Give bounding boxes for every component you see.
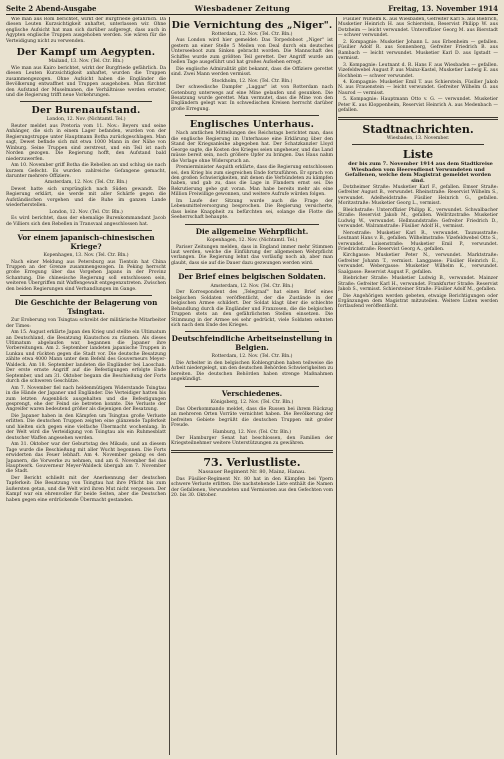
article-text: Die englische Admiralität gibt bekannt, dass die Offiziere gerettet sind. Zwei Mann werden vermisst. <box>171 66 333 78</box>
masthead <box>6 3 498 14</box>
casualty-list-subtitle: Nassauer Regiment Nr. 80, Mainz, Hanau. <box>198 468 306 475</box>
dateline: London, 12. Nov. (Tel. Ctr. Bln.) <box>49 209 123 215</box>
newspaper-title: Wiesbadener Zeitung <box>194 4 291 13</box>
article-text: Pariser Zeitungen melden, dass in England immer mehr Stimmen laut werden, welche die Einführung der allgemeinen Wehrpflicht verlangen. Die Regierung lehnt das vorläufig noch ab, aber man glaubt, dass sie auf die Dauer dazu gezwungen werden wird. <box>171 244 333 266</box>
headline-egypt: Der Kampf um Aegypten. <box>16 47 156 59</box>
article-separator <box>185 331 319 332</box>
masthead-rule <box>6 14 498 15</box>
headline-tsingtau: Die Geschichte der Belagerung von Tsingtau. <box>14 298 158 316</box>
dateline: Königsberg, 12. Nov. (Tel. Ctr. Bln.) <box>210 400 294 406</box>
column-3 <box>338 17 498 755</box>
article-text: Der Hamburger Senat hat beschlossen, den Familien der Kriegsteilnehmer weitere Unterstützungen zu gewähren. <box>171 435 333 447</box>
casualty-entry: Kirchgasse: Musketier Peter N., verwundet. Marktstraße: Gefreiter Johann T., vermisst. Langgasse: Füsilier Heinrich E., verwundet. Webergasse: Musketier Wilhelm K., verwundet. Saalgasse: Reservist August F., gefallen. <box>338 253 498 275</box>
article-text: Am 10. November griff Botha die Rebellen an und schlug sie nach kurzem Gefecht. Es wurden zahlreiche Gefangene gemacht, darunter mehrere Offiziere. <box>6 163 166 179</box>
article-text: Reuter meldet aus Pretoria vom 11. Nov.: Beyers und seine Anhänger, die sich in einem Lager befanden, wurden von der Regierungstruppe unter Hauptmann Botha zurückgeschlagen. Man sagt, Dewet befinde sich mit etwa 1000 Mann in der Nähe von Winburg. Seine Truppen sind zerstreut, und ein Teil ist nach Norden gezogen. Die Regierung hofft, den Aufstand bald niederzuwerfen. <box>6 123 166 162</box>
article-separator <box>185 269 319 270</box>
casualty-entry: 3. Kompagnie: Leutnant d. R. Hans F. aus Wiesbaden — gefallen. Vizefeldwebel August P. aus Mainz-Kastel, Musketier Ludwig E. aus Hochheim — schwer verwundet. <box>338 62 498 79</box>
headline-niger: Die Vernichtung des „Niger". <box>171 20 333 31</box>
article-text: Das Füsilier-Regiment Nr. 80 hat in den Kämpfen bei Ypern schwere Verluste erlitten. Die nachstehende Liste enthält die Namen der Gefallenen, Verwundeten und Vermissten aus den Gefechten vom 20. bis 30. Oktober. <box>171 476 333 499</box>
casualty-entry: 5. Kompagnie: Hauptmann Otto v. G. — verwundet. Musketier Peter K. aus Kloppenheim, Reservist Heinrich A. aus Medenbach — gefallen. <box>338 97 498 114</box>
article-separator <box>185 115 319 116</box>
dateline: Hamburg, 12. Nov. (Tel. Ctr. Bln.) <box>212 429 292 435</box>
headline-miscellaneous: Verschiedenes. <box>221 388 283 398</box>
dateline: Amsterdam, 12. Nov. (Tel. Ctr. Bln.) <box>44 180 128 186</box>
casualty-entry: Füsilier Wilhelm K. aus Wiesbaden, Gefreiter Karl S. aus Biebrich, Musketier Heinrich H. aus Schierstein, Reservist Philipp W. aus Dotzheim — leicht verwundet. Unteroffizier Georg M. aus Bierstadt — schwer verwundet. <box>338 17 498 39</box>
issue-date: Freitag, 13. November 1914 <box>388 4 498 13</box>
casualty-entry: Nerostraße: Musketier Karl R., verwundet. Taunusstraße: Leutnant Hans v. B., gefallen. Wilhelmstraße: Vizefeldwebel Otto S., verwundet. Luisenstraße: Musketier Emil P., verwundet. Friedrichstraße: Reservist Georg A., gefallen. <box>338 230 498 252</box>
article-text: Wie man aus Kairo berichtet, wirkt der Burgfriede gefährlich. Da diesen Leuten Kurzsichtigkeit anhaftet, wurden die Truppen zusammengezogen. Ohne Aufsicht haben die Engländer die Bevölkerung entwaffnet und Truppen ausgehoben. Man fürchtet den Aufstand der Muselmanen, die Verhältnisse werden ernster, und die Regierung trifft neue Vorkehrungen. <box>6 65 166 98</box>
headline-list: Liste <box>402 148 434 162</box>
headline-belgian-soldier: Der Brief eines belgischen Soldaten. <box>178 272 326 282</box>
article-text: Die Arbeiter in den belgischen Kohlengruben haben teilweise die Arbeit niedergelegt, um den deutschen Behörden Schwierigkeiten zu bereiten. Die deutschen Behörden haben strenge Maßnahmen angekündigt. <box>171 360 333 383</box>
article-text: Das Oberkommando meldet, dass die Russen bei ihrem Rückzug an mehreren Orten Vorräte vernichtet haben. Die Bevölkerung der befreiten Gebiete begrüßt die deutschen Truppen mit großer Freude. <box>171 406 333 429</box>
headline-japan-china: Vor einem japanisch-chinesischen Kriege? <box>17 233 155 251</box>
dateline: Wiesbaden, 13. November. <box>386 135 450 141</box>
article-text: Am 7. November fiel nach heldenmütigem Widerstande Tsingtau in die Hände der Japaner und Engländer. Die Verteidiger hatten bis zum letzten Augenblick ausgehalten und die Befestigungen gesprengt, ehe der Feind sie betreten konnte. Die Verluste der Angreifer waren bedeutend größer als diejenigen der Besatzung. <box>6 385 166 413</box>
article-text: Der schwedische Dampfer „Luggar" ist von Rotterdam nach Gotenburg unterwegs auf eine Mine gelaufen und gesunken. Die Besatzung wurde gerettet. Man vermutet, dass die Mine von den Engländern gelegt war. In schwedischen Kreisen herrscht darüber große Erregung. <box>171 85 333 112</box>
article-text: Es wird berichtet, dass der ehemalige Burenkommandant Jacob de Villiers sich den Rebellen in Transvaal angeschlossen hat. <box>6 216 166 227</box>
article-separator <box>185 386 319 387</box>
dateline: Mailand, 13. Nov. (Tel. Ctr. Bln.) <box>48 59 124 65</box>
dateline: Rotterdam, 12. Nov. (Tel. Ctr. Bln.) <box>211 354 293 360</box>
headline-boer-uprising: Der Burenaufstand. <box>31 105 141 117</box>
article-separator <box>20 295 152 296</box>
headline-belgian-strike: Deutschfeindliche Arbeitseinstellung in Belgien. <box>171 334 333 352</box>
list-intro: der bis zum 7. November 1914 aus dem Stadtkreise Wiesbaden vom Heeresdienst Verwundeten und Gefallenen, welche dem Magistrat gemeldet worden sind. <box>344 161 493 184</box>
dateline: London, 12. Nov. (Nichtamtl. Tel.) <box>46 117 126 123</box>
dateline: Kopenhagen, 13. Nov. (Tel. Ctr. Bln.) <box>43 253 129 259</box>
casualty-entry: Dotzheimer Straße: Musketier Karl F., gefallen. Emser Straße: Gefreiter August B., verwundet. Rheinstraße: Reservist Wilhelm S., verwundet. Adelheidstraße: Füsilier Heinrich G., gefallen. Moritzstraße: Musketier Georg L., vermisst. <box>338 184 498 207</box>
article-text: Dewet hatte sich ursprünglich nach Süden gewandt. Die Regierung erklärt, sie werde mit aller Schärfe gegen die Aufständischen vorgehen und die Ruhe im ganzen Lande wiederherstellen. <box>6 186 166 209</box>
article-text: Zur Eroberung von Tsingtau schreibt der militärische Mitarbeiter der Times: <box>6 318 166 329</box>
casualty-entry: 2. Kompagnie: Musketier Johann L. aus Erbenheim — gefallen. Füsilier Adolf R. aus Sonnenberg, Gefreiter Friedrich B. aus Rambach — leicht verwundet. Musketier Karl D. aus Igstadt — vermisst. <box>338 39 498 62</box>
column-2 <box>171 17 333 755</box>
section-separator <box>338 117 498 120</box>
headline-house-of-commons: Englisches Unterhaus. <box>189 119 315 131</box>
dateline: Rotterdam, 12. Nov. (Tel. Ctr. Bln.) <box>211 32 293 37</box>
column-divider <box>336 17 337 755</box>
page-edition: Seite 2 Abend-Ausgabe <box>6 4 97 13</box>
section-separator <box>171 450 333 453</box>
article-text: Im Laufe der Sitzung wurde auch die Frage der Lebensmittelversorgung besprochen. Die Regierung versicherte, dass keine Knappheit zu befürchten sei, solange die Flotte die Seeherrschaft behaupte. <box>171 198 333 221</box>
dateline: Stockholm, 12. Nov. (Tel. Ctr. Bln.) <box>211 78 293 84</box>
column-1 <box>6 17 166 755</box>
article-text: Premierminister Asquith erklärte, dass die Regierung entschlossen sei, den Krieg bis zum siegreichen Ende fortzuführen. Er sprach von den großen Schwierigkeiten, mit denen die Verbündeten zu kämpfen haben, und gab zu, dass die Lage in Flandern ernst sei. Die Rekrutierung gehe gut voran. Man habe bereits mehr als eine Million Freiwillige gewonnen, und weitere Aufrufe würden folgen. <box>171 165 333 198</box>
casualty-entry: Bleichstraße: Unteroffizier Philipp K., verwundet. Schwalbacher Straße: Reservist Jakob M., gefallen. Wellritzstraße: Musketier Ludwig W., verwundet. Hellmundstraße: Gefreiter Friedrich D., verwundet. Walramstraße: Füsilier Adolf H., vermisst. <box>338 207 498 230</box>
dateline: Amsterdam, 12. Nov. (Tel. Ctr. Bln.) <box>210 283 294 289</box>
article-intro: Wie man aus Rom berichtet, wirkt der Burgfriede gefährlich. Da diesen Leuten Kurzsichtigkeit anhaftet, unterlassen wir. Ohne englische Aufsicht hat man sich darüber aufgeregt, dass auch in Ägypten englische Truppen ausgehoben werden. Sie wären für die Verteidigung nicht zu verwenden. <box>6 17 166 44</box>
column-divider <box>169 17 170 755</box>
article-text: Nach amtlichen Mitteilungen des Reichstags berichtet man, dass die englische Regierung im Unterhause eine Erklärung über den Stand der Kriegsanleihe abgegeben hat. Der Schatzkanzler Lloyd George sagte, die Kosten des Krieges seien ungeheuer, und das Land müsse bereit sein, noch größere Opfer zu bringen. Das Haus nahm die Vorlage ohne Widerspruch an. <box>171 131 333 164</box>
article-text: Die Angehörigen werden gebeten, etwaige Berichtigungen oder Ergänzungen dem Magistrat mitzuteilen. Weitere Listen werden fortlaufend veröffentlicht. <box>338 293 498 310</box>
article-separator <box>352 144 484 145</box>
casualty-entry: Biebricher Straße: Musketier Ludwig B., verwundet. Mainzer Straße: Gefreiter Karl H., verwundet. Frankfurter Straße: Reservist Jakob S., vermisst. Schiersteiner Straße: Füsilier Adolf M., gefallen. <box>338 276 498 293</box>
article-separator <box>20 230 152 231</box>
dateline: Kopenhagen, 12. Nov. (Nichtamtl. Tel.) <box>206 238 298 244</box>
article-text: Am 15. August erklärte Japan den Krieg und stellte ein Ultimatum an Deutschland, die Besatzung Kiautschou zu räumen. Als dieses Ultimatum abgelaufen war, begannen die Japaner ihre Vorbereitungen. Am 2. September landeten japanische Truppen in Lunkau und rückten gegen die Stadt vor. Die deutsche Besatzung zählte etwa 4000 Mann unter dem Befehl des Gouverneurs Meyer-Waldeck. Am 18. September landeten die Engländer bei Laoschan. Der erste ernste Angriff auf die Befestigungen erfolgte Ende September, und am 31. Oktober begann die Beschießung der Forts durch die schweren Geschütze. <box>6 330 166 385</box>
headline-conscription: Die allgemeine Wehrpflicht. <box>195 226 309 236</box>
article-text: Der Korrespondent des „Telegraaf" hat einen Brief eines belgischen Soldaten veröffentlicht, der die Zustände in der belgischen Armee schildert. Der Soldat klagt über die schlechte Behandlung durch die Engländer und Franzosen, die die belgischen Truppen stets an den gefährlichsten Stellen einsetzen. Die Stimmung in der Armee sei sehr gedrückt, viele Soldaten sehnten sich nach dem Ende des Krieges. <box>171 290 333 329</box>
article-text: Die Japaner haben in den Kämpfen um Tsingtau große Verluste erlitten. Die deutschen Truppen zeigten eine glänzende Tapferkeit und hielten sich gegen eine vielfache Übermacht wochenlang. In der Welt wird die Verteidigung von Tsingtau als ein Ruhmesblatt deutscher Waffen angesehen werden. <box>6 413 166 441</box>
article-separator <box>185 224 319 225</box>
headline-casualty-list: 73. Verlustliste. <box>203 455 301 469</box>
casualty-entry: 4. Kompagnie: Musketier Emil T. aus Schierstein, Füsilier Jakob N. aus Frauenstein — leicht verwundet. Gefreiter Wilhelm O. aus Naurod — vermisst. <box>338 79 498 96</box>
headline-city-news: Stadtnachrichten. <box>362 122 474 136</box>
article-text: Am 31. Oktober war der Geburtstag des Mikado, und an diesem Tage wurde die Beschießung mit aller Wucht begonnen. Die Forts erwiderten das Feuer lebhaft. Am 4. November gelang es den Japanern, die Vorwerke zu nehmen, und am 6. November fiel das Hauptwerk. Gouverneur Meyer-Waldeck übergab am 7. November die Stadt. <box>6 442 166 475</box>
article-text: Nach einer Meldung aus Petersburg aus Tientsin hat China Truppen an der Grenze zusammengezogen. In Peking herrscht große Erregung über das Vorgehen Japans in der Provinz Schantung. Die chinesische Regierung soll entschlossen sein, weiteren Übergriffen mit Waffengewalt entgegenzutreten. Zwischen den beiden Regierungen sind Verhandlungen im Gange. <box>6 259 166 292</box>
article-separator <box>20 101 152 102</box>
article-text: Der Bericht schließt mit der Anerkennung der deutschen Tapferkeit: Die Besatzung von Tsingtau hat ihre Pflicht bis zum äußersten getan, und die Welt wird ihren Mut nicht vergessen. Der Kampf war ein ehrenvoller für beide Seiten, aber die Deutschen haben gegen eine erdrückende Übermacht gestanden. <box>6 475 166 503</box>
article-text: Aus London wird hier gemeldet: Das Torpedoboot „Niger" ist gestern an einer Stelle 5 Meilen von Deal durch ein deutsches Unterseeboot zum Sinken gebracht worden. Die Mannschaft des Schiffes wurde zum größten Teil gerettet. Der Angriff wurde am hellen Tage ausgeführt und hat großes Aufsehen erregt. <box>171 38 333 66</box>
